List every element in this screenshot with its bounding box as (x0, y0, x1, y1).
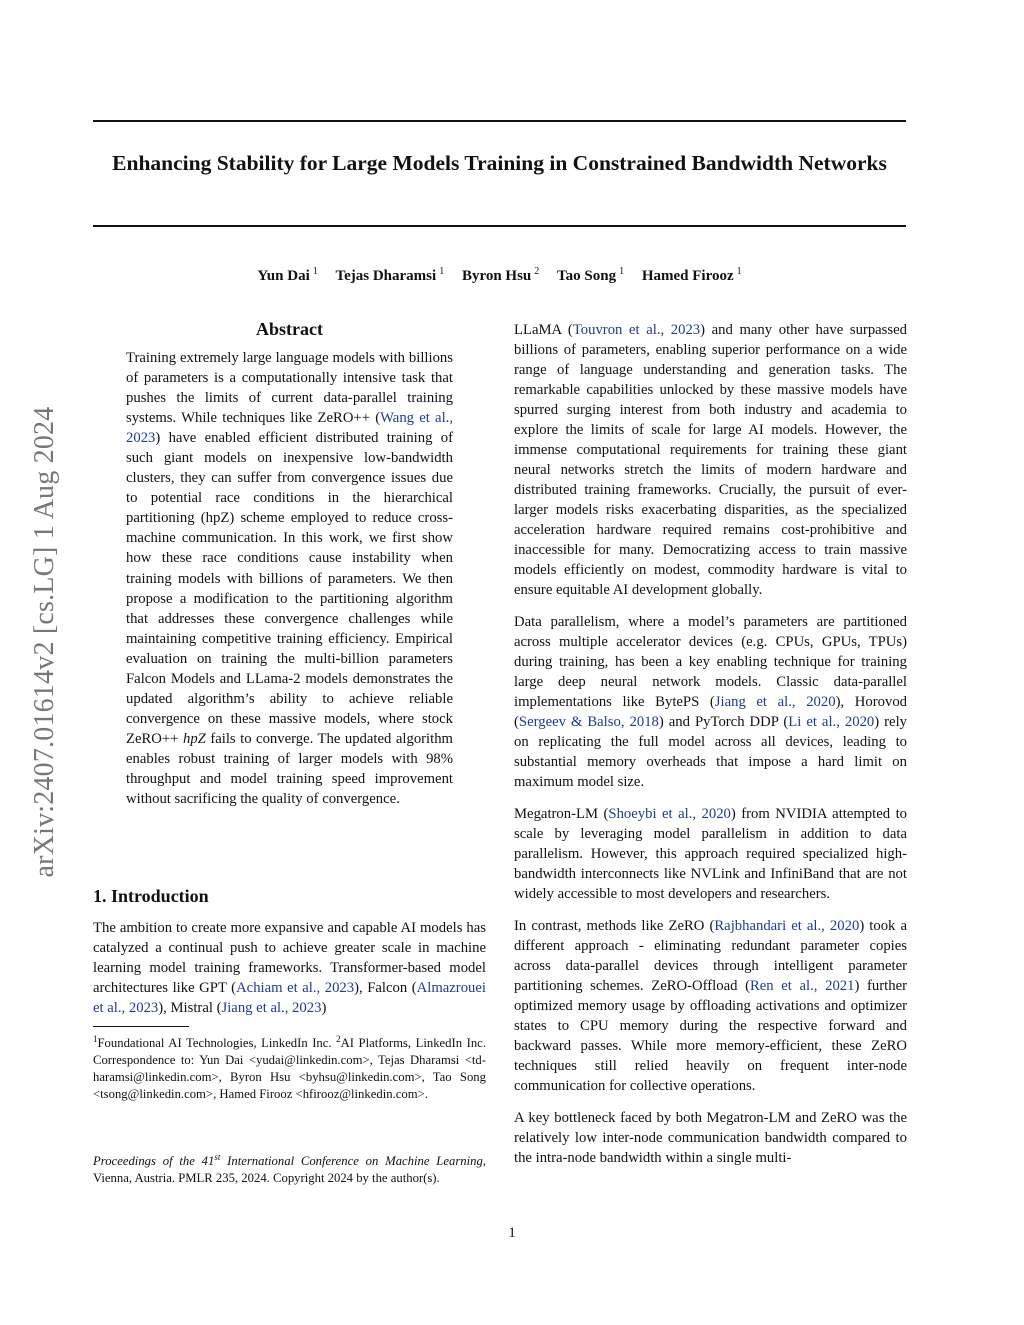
proceedings-note (93, 1149, 486, 1187)
abstract-text (126, 348, 453, 809)
text-run: ) and PyTorch DDP ( (658, 714, 789, 730)
author-name: Byron Hsu (461, 268, 532, 284)
author-affiliation-mark: 2 (534, 266, 540, 277)
text-run: ) took a different approach - eliminating redundant parameter copies across data-parallel devices through intelligent parameter partitioning schemes. ZeRO-Offload ( (514, 918, 907, 994)
text-run: The ambition to create more expansive and capable AI models has catalyzed a continual push to achieve greater scale in machine learning model training frameworks. Transformer-based model architectures like GPT ( (93, 920, 486, 996)
hpz-term: hpZ (182, 730, 206, 747)
ordinal-suffix: st (214, 1152, 221, 1162)
body-paragraph (514, 612, 907, 792)
text-run: , Vienna, Austria. PMLR 235, 2024. Copyright 2024 by the author(s). (93, 1154, 486, 1186)
author (257, 268, 317, 284)
author-affiliation-mark: 1 (312, 266, 318, 277)
citation-link[interactable]: Wang et al., 2023 (126, 410, 453, 447)
arxiv-identifier: arXiv:2407.01614v2 [cs.LG] 1 Aug 2024 (29, 406, 60, 878)
body-paragraph (514, 320, 907, 600)
text-run: Training extremely large language models with billions of parameters is a computationally intensive task that pushes the limits of current data-parallel training systems. While techniques like ZeRO++ ( (126, 350, 453, 427)
body-paragraph (514, 1108, 907, 1168)
text-run: ) and many other have surpassed billions of parameters, enabling superior performance on a wide range of language understanding and generation tasks. The remarkable capabilities unlocked by these massive models have spurred surging interest from both industry and academia to explore the limits of scale for large AI models. However, the immense computational requirements for training these giant neural networks stretch the limits of modern hardware and distributed training frameworks. Crucially, the pursuit of ever-larger models risks exacerbating disparities, as the specialized acceleration hardware required remains cost-prohibitive and inaccessible for many. Democratizing access to train massive models efficiently on modest, commodity hardware is vital to ensure equitable AI development globally. (514, 322, 907, 598)
citation-link[interactable]: Rajbhandari et al., 2020 (714, 918, 860, 934)
citation-link[interactable]: Achiam et al., 2023 (236, 980, 355, 996)
text-run: 41 (201, 1154, 215, 1169)
author-affiliation-mark: 1 (439, 266, 445, 277)
body-paragraph (514, 916, 907, 1096)
author-name: Hamed Firooz (641, 268, 734, 284)
citation-link[interactable]: Jiang et al., 2023 (221, 1000, 322, 1016)
author (462, 268, 539, 284)
introduction-paragraph (93, 918, 486, 1018)
section-heading-introduction: 1. Introduction (93, 886, 209, 906)
author (557, 268, 624, 284)
affiliation-footnote (93, 1031, 486, 1103)
author-affiliation-mark: 1 (619, 266, 625, 277)
author-list (93, 262, 906, 286)
citation-link[interactable]: Sergeev & Balso, 2018 (518, 714, 659, 730)
citation-link[interactable]: Ren et al., 2021 (749, 978, 855, 994)
text-run: ) have enabled efficient distributed training of such giant models on inexpensive low-bandwidth clusters, they can suffer from convergence issues due to potential race conditions in the hierarchical partitioning (hpZ) scheme employed to reduce cross-machine communication. In this work, we first show how these race conditions cause instability when training models with billions of parameters. We then propose a modification to the partitioning algorithm that addresses these convergence challenges while maintaining competitive training efficiency. Empirical evaluation on training the multi-billion parameters Falcon Models and LLama-2 models demonstrates the updated algorithm’s ability to achieve reliable convergence on these massive models, where stock ZeRO++ (126, 430, 453, 747)
author (642, 268, 742, 284)
title-rule-top (93, 120, 906, 122)
text-run: In contrast, methods like ZeRO ( (514, 918, 715, 934)
text-run: ) further optimized memory usage by offloading activations and optimizer states to CPU memory during the respective forward and backward passes. While more memory-efficient, these ZeRO techniques still relied heavily on frequent inter-node communication for collective operations. (514, 978, 907, 1094)
author (335, 268, 444, 284)
text-run: ) (321, 1000, 327, 1016)
footnote-rule (93, 1026, 189, 1027)
citation-link[interactable]: Li et al., 2020 (788, 714, 875, 730)
text-run: A key bottleneck faced by both Megatron-LM and ZeRO was the relatively low inter-node communication bandwidth compared to the intra-node bandwidth within a single multi- (514, 1110, 907, 1166)
footnote-mark: 1 (93, 1034, 98, 1044)
text-run: Foundational AI Technologies, LinkedIn Inc. (97, 1036, 337, 1051)
text-run: ), Falcon ( (354, 980, 417, 996)
citation-link[interactable]: Touvron et al., 2023 (572, 322, 701, 338)
text-run: Data parallelism, where a model’s parameters are partitioned across multiple accelerator devices (e.g. CPUs, GPUs, TPUs) during training, has been a key enabling technique for training large deep neural network models. Classic data-parallel implementations like BytePS ( (514, 614, 907, 710)
paper-title: Enhancing Stability for Large Models Training in Constrained Bandwidth Networks (112, 151, 887, 175)
abstract-heading: Abstract (256, 319, 323, 339)
title-rule-bottom (93, 225, 906, 227)
text-run: AI Platforms, LinkedIn Inc. Correspondence to: Yun Dai <yudai@linkedin.com>, Tejas Dharamsi <td-haramsi@linkedin.com>, Byron Hsu <byhsu@linkedin.com>, Tao Song <tsong@linkedin.com>, Hamed Firooz <hfirooz@linkedin.com>. (93, 1036, 486, 1102)
right-column (514, 320, 907, 1180)
text-run: ), Mistral ( (158, 1000, 222, 1016)
page-number: 1 (508, 1225, 516, 1241)
text-run: Megatron-LM ( (514, 806, 609, 822)
author-name: Tao Song (557, 268, 617, 284)
text-run: ) rely on replicating the full model across all devices, leading to substantial memory overheads that impose a hard limit on maximum model size. (514, 714, 907, 790)
author-affiliation-mark: 1 (736, 266, 742, 277)
citation-link[interactable]: Shoeybi et al., 2020 (608, 806, 731, 822)
footnote-mark: 2 (336, 1034, 341, 1044)
text-run: fails to converge. The updated algorithm enables robust training of larger models with 98% throughput and model training speed improvement without sacrificing the quality of convergence. (126, 730, 453, 808)
text-run: ) from NVIDIA attempted to scale by leveraging model parallelism in addition to data parallelism. However, this approach required specialized high-bandwidth interconnects like NVLink and InfiniBand that are not widely accessible to most developers and researchers. (514, 806, 907, 902)
citation-link[interactable]: Almazrouei et al., 2023 (93, 980, 486, 1016)
author-name: Tejas Dharamsi (335, 268, 437, 284)
text-run: Proceedings of the (93, 1154, 202, 1169)
author-name: Yun Dai (257, 268, 310, 284)
text-run: LLaMA ( (514, 322, 573, 338)
text-run: International Conference on Machine Learning (220, 1154, 483, 1169)
citation-link[interactable]: Jiang et al., 2020 (714, 694, 836, 710)
text-run: ), Horovod ( (514, 694, 908, 730)
body-paragraph (514, 804, 907, 904)
